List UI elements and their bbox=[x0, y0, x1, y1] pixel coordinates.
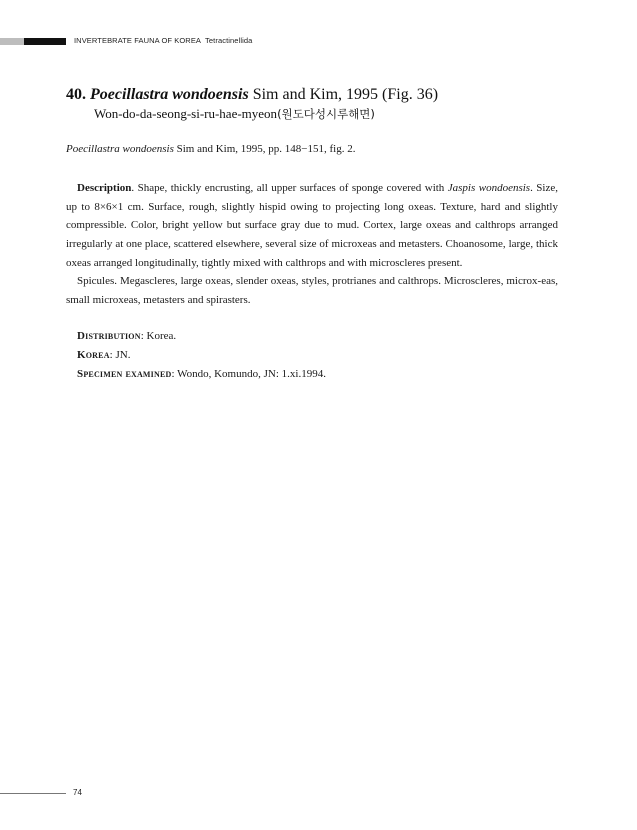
distribution-value: : Korea. bbox=[140, 330, 177, 342]
synonymy-reference: Sim and Kim, 1995, pp. 148−151, fig. 2. bbox=[176, 143, 356, 155]
korea-value: : JN. bbox=[109, 349, 131, 361]
running-head bbox=[74, 36, 252, 45]
vernacular-korean: (원도다성시루해면) bbox=[277, 107, 375, 121]
description-paragraph bbox=[66, 179, 558, 273]
description-text-1: . Shape, thickly encrusting, all upper surfaces of sponge covered with bbox=[131, 182, 448, 194]
species-authority: Sim and Kim, 1995 bbox=[252, 86, 379, 103]
header-black-bar bbox=[24, 38, 66, 45]
description-heading: Description bbox=[77, 182, 132, 194]
description-text-2: . Size, up to 8×6×1 cm. Surface, rough, slightly hispid owing to projecting long oxeas. Texture, hard and slightly compressible. Color, bright yellow but surface gray due to mud. Cortex, large oxeas and calthrops arranged irregularly at one place, scattered elsewhere, several size of microxeas and metasters. Choanosome, large, thick oxeas arranged longitudinally, tightly mixed with calthrops and with microscleres present. bbox=[66, 182, 558, 269]
distribution-line bbox=[77, 330, 176, 342]
running-head-title: INVERTEBRATE FAUNA OF KOREA bbox=[74, 36, 202, 45]
specimen-label: Specimen examined bbox=[77, 368, 172, 380]
description-italic-taxon: Jaspis wondoensis bbox=[447, 182, 531, 194]
specimen-value: : Wondo, Komundo, JN: 1.xi.1994. bbox=[171, 368, 326, 380]
footer-rule bbox=[0, 793, 66, 794]
korea-line bbox=[77, 349, 130, 361]
header-gray-bar bbox=[0, 38, 24, 45]
species-title bbox=[66, 86, 438, 104]
species-name: Poecillastra wondoensis bbox=[90, 86, 249, 103]
vernacular-romanized: Won-do-da-seong-si-ru-hae-myeon bbox=[94, 106, 278, 121]
figure-reference: (Fig. 36) bbox=[382, 86, 439, 103]
korea-label: Korea bbox=[77, 349, 110, 361]
specimen-line bbox=[77, 368, 326, 380]
distribution-label: Distribution bbox=[77, 330, 141, 342]
spicules-paragraph: Spicules. Megascleres, large oxeas, slender oxeas, styles, protrianes and calthrops. Microscleres, microx-eas, small microxeas, metasters and spirasters. bbox=[66, 275, 558, 306]
synonymy-name: Poecillastra wondoensis bbox=[66, 143, 174, 155]
entry-number: 40. bbox=[66, 86, 86, 103]
vernacular-name bbox=[94, 106, 375, 122]
synonymy-citation bbox=[66, 143, 355, 155]
running-head-subtitle: Tetractinellida bbox=[205, 36, 253, 45]
page-number: 74 bbox=[73, 788, 82, 797]
